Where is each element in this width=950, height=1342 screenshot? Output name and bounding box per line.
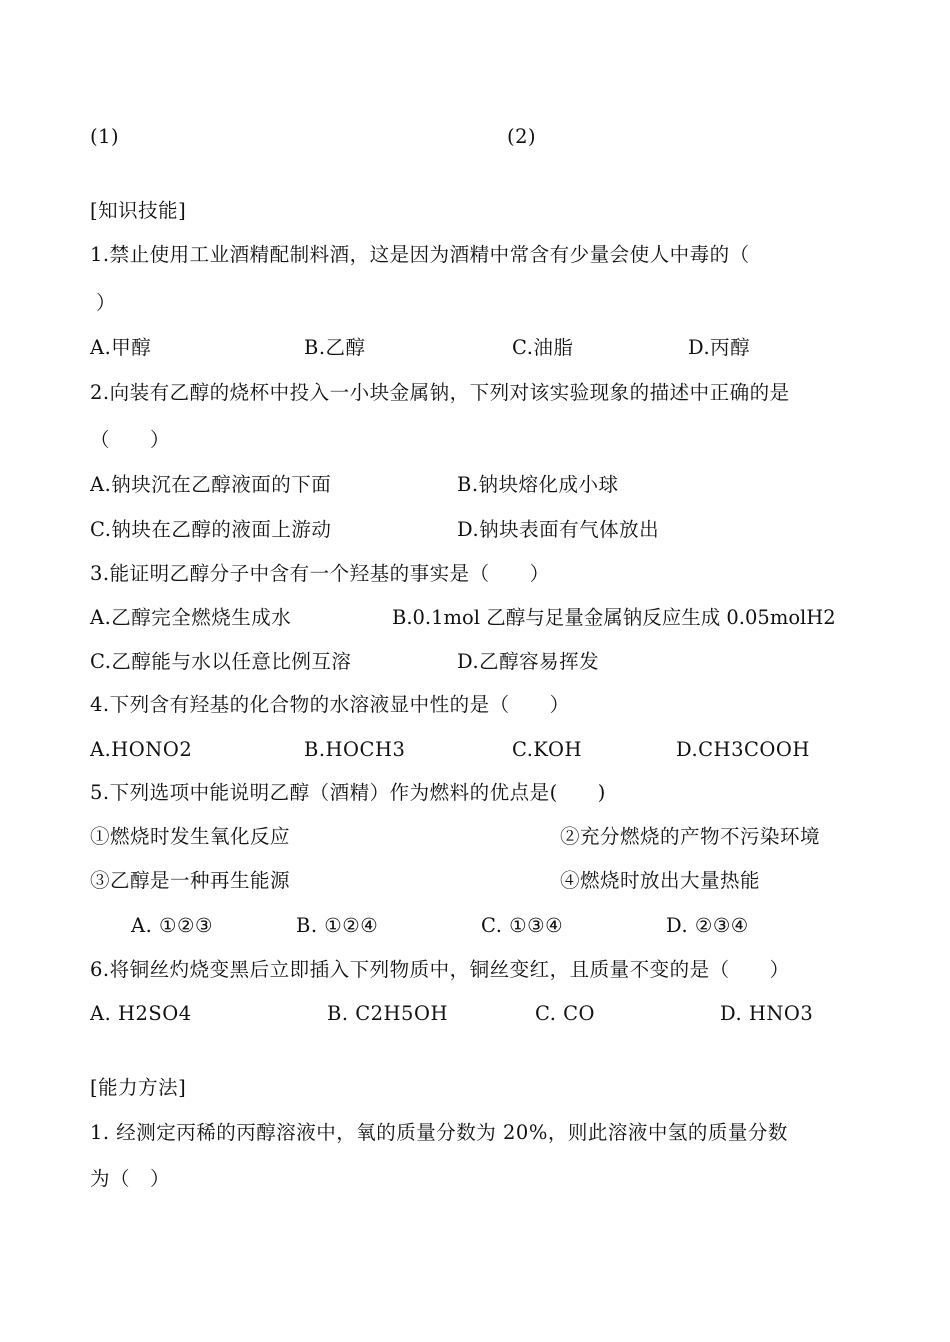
- question-1-stem: 1.禁止使用工业酒精配制料酒，这是因为酒精中常含有少量会使人中毒的（: [90, 243, 750, 266]
- question-2-stem-cont: （ ）: [90, 428, 171, 451]
- option-c: C.钠块在乙醇的液面上游动: [90, 518, 332, 541]
- question-6-stem: 6.将铜丝灼烧变黑后立即插入下列物质中，铜丝变红，且质量不变的是（ ）: [90, 958, 790, 981]
- option-a: A. H2SO4: [90, 1002, 192, 1025]
- statement-4: ④燃烧时放出大量热能: [560, 869, 761, 892]
- option-b: B. C2H5OH: [327, 1002, 448, 1025]
- option-a: A.钠块沉在乙醇液面的下面: [90, 473, 332, 496]
- statement-3: ③乙醇是一种再生能源: [90, 869, 291, 892]
- option-c: C.乙醇能与水以任意比例互溶: [90, 650, 352, 673]
- option-a: A. ①②③: [131, 914, 213, 937]
- option-c: C. ①③④: [481, 914, 564, 937]
- option-b: B.钠块熔化成小球: [457, 473, 619, 496]
- option-b: B.HOCH3: [304, 738, 406, 761]
- section-title-knowledge: [知识技能]: [90, 199, 187, 222]
- option-b: B. ①②④: [296, 914, 379, 937]
- option-d: D.CH3COOH: [676, 738, 810, 761]
- section-title-ability: [能力方法]: [90, 1076, 187, 1099]
- ability-question-1-stem-cont: 为（ ）: [90, 1167, 171, 1190]
- option-b: B.乙醇: [304, 336, 366, 359]
- option-c: C. CO: [535, 1002, 596, 1025]
- option-d: D.钠块表面有气体放出: [457, 518, 660, 541]
- statement-2: ②充分燃烧的产物不污染环境: [560, 825, 821, 848]
- option-d: D.丙醇: [688, 336, 751, 359]
- option-d: D. HNO3: [720, 1002, 814, 1025]
- question-3-stem: 3.能证明乙醇分子中含有一个羟基的事实是（ ）: [90, 562, 550, 585]
- ability-question-1-stem: 1. 经测定丙稀的丙醇溶液中，氧的质量分数为 20%，则此溶液中氢的质量分数: [90, 1121, 788, 1144]
- blank-1: (1): [90, 125, 120, 148]
- question-2-stem: 2.向装有乙醇的烧杯中投入一小块金属钠，下列对该实验现象的描述中正确的是: [90, 381, 790, 404]
- option-b: B.0.1mol 乙醇与足量金属钠反应生成 0.05molH2: [392, 606, 836, 629]
- option-a: A.HONO2: [90, 738, 193, 761]
- question-1-stem-cont: ）: [96, 291, 117, 314]
- question-4-stem: 4.下列含有羟基的化合物的水溶液显中性的是（ ）: [90, 693, 570, 716]
- option-c: C.油脂: [512, 336, 574, 359]
- option-a: A.甲醇: [90, 336, 152, 359]
- option-a: A.乙醇完全燃烧生成水: [90, 606, 292, 629]
- blank-2: (2): [507, 125, 537, 148]
- statement-1: ①燃烧时发生氧化反应: [90, 825, 291, 848]
- option-d: D.乙醇容易挥发: [457, 650, 600, 673]
- option-d: D. ②③④: [666, 914, 749, 937]
- question-5-stem: 5.下列选项中能说明乙醇（酒精）作为燃料的优点是( ): [90, 781, 606, 804]
- option-c: C.KOH: [512, 738, 582, 761]
